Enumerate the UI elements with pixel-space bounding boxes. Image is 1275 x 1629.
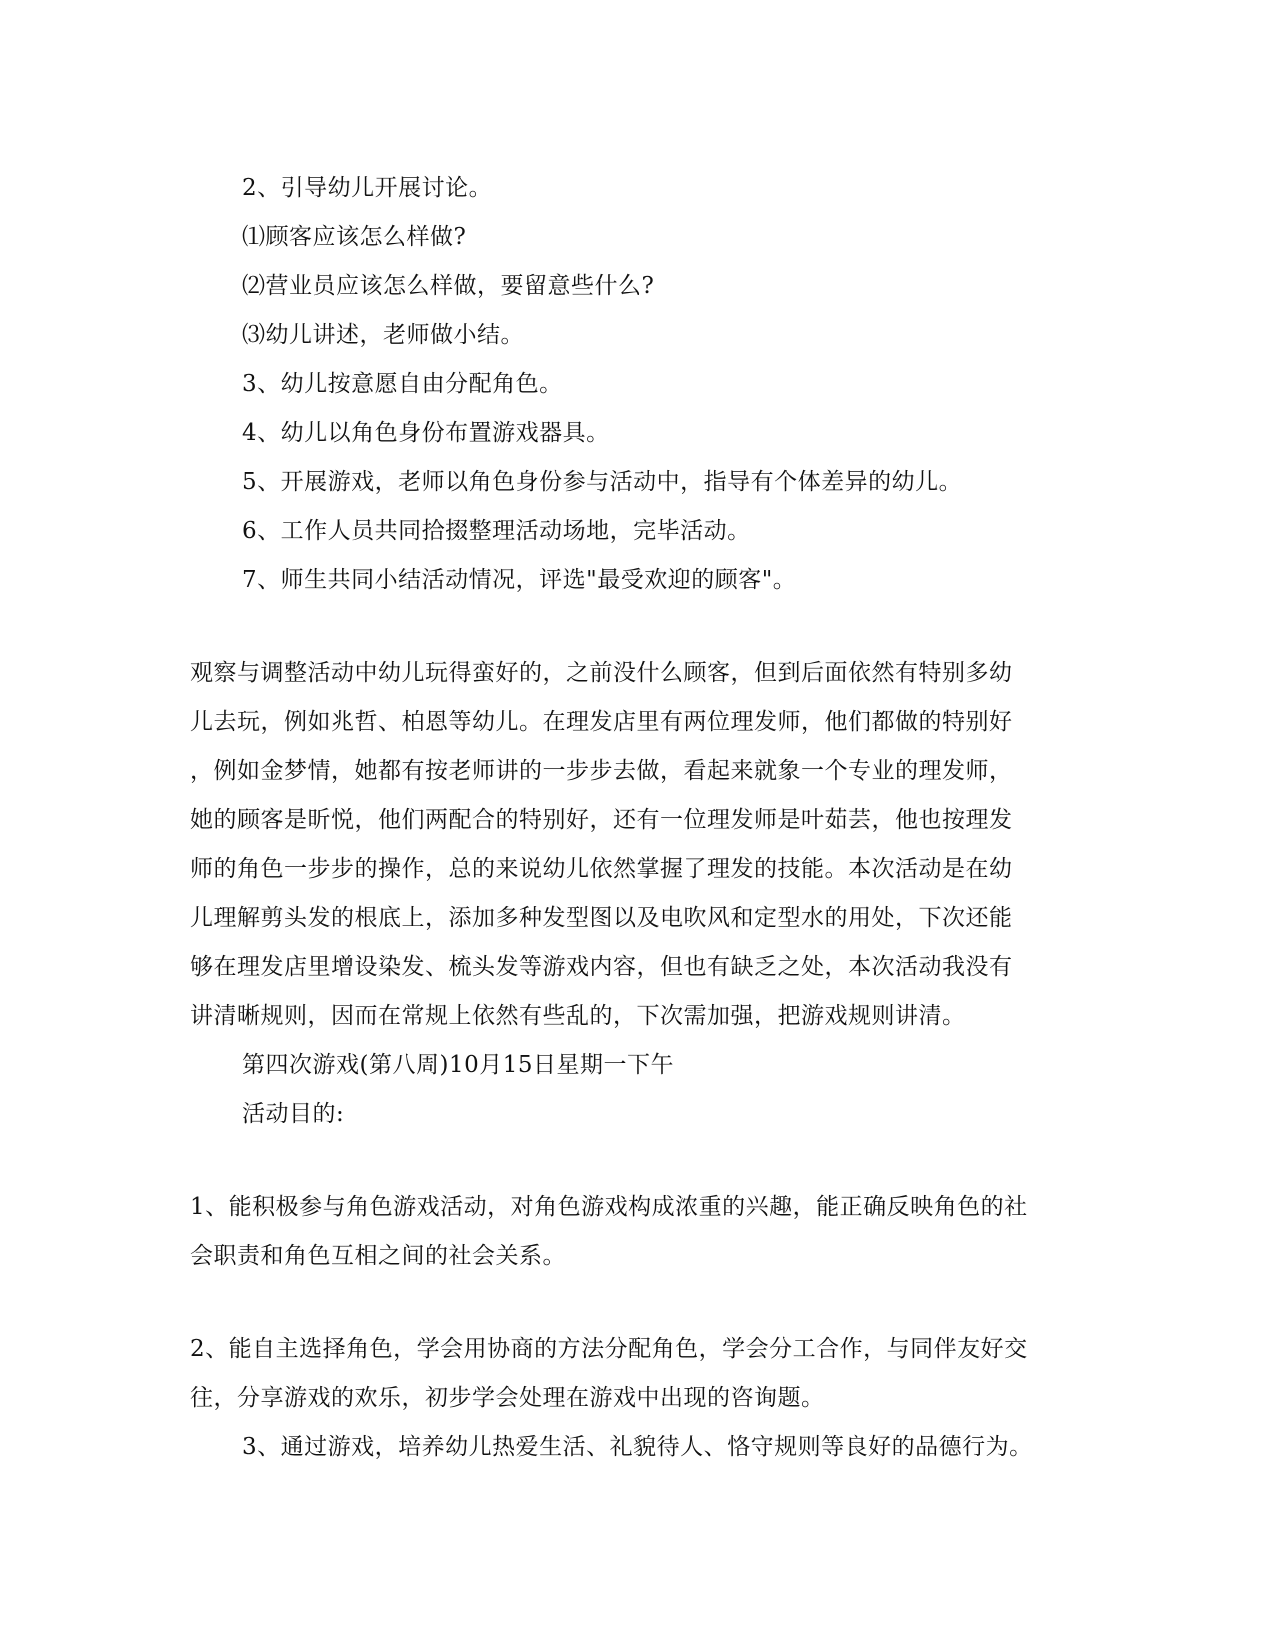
observation-line: 儿去玩，例如兆哲、柏恩等幼儿。在理发店里有两位理发师，他们都做的特别好 bbox=[190, 709, 1013, 735]
step-line: ⑶幼儿讲述，老师做小结。 bbox=[242, 322, 524, 348]
goal-line: 会职责和角色互相之间的社会关系。 bbox=[190, 1243, 566, 1269]
paragraph-gap bbox=[190, 605, 1090, 649]
document-body bbox=[190, 164, 1090, 1472]
goal-line: 往，分享游戏的欢乐，初步学会处理在游戏中出现的咨询题。 bbox=[190, 1385, 825, 1411]
session-title: 第四次游戏(第八周)10月15日星期一下午 bbox=[242, 1052, 674, 1078]
goal-heading: 活动目的: bbox=[242, 1101, 345, 1127]
goal-line: 2、能自主选择角色，学会用协商的方法分配角色，学会分工合作，与同伴友好交 bbox=[190, 1336, 1028, 1362]
step-line: 3、幼儿按意愿自由分配角色。 bbox=[242, 371, 563, 397]
observation-line: 她的顾客是昕悦，他们两配合的特别好，还有一位理发师是叶茹芸，他也按理发 bbox=[190, 807, 1013, 833]
step-line: 2、引导幼儿开展讨论。 bbox=[242, 175, 493, 201]
observation-line: 师的角色一步步的操作，总的来说幼儿依然掌握了理发的技能。本次活动是在幼 bbox=[190, 856, 1013, 882]
observation-line: 够在理发店里增设染发、梳头发等游戏内容，但也有缺乏之处，本次活动我没有 bbox=[190, 954, 1013, 980]
paragraph-gap bbox=[190, 1281, 1090, 1325]
observation-paragraph bbox=[190, 649, 1070, 1041]
goal-2 bbox=[190, 1325, 1070, 1423]
step-line: ⑴顾客应该怎么样做? bbox=[242, 224, 467, 250]
step-line: 7、师生共同小结活动情况，评选"最受欢迎的顾客"。 bbox=[242, 567, 797, 593]
goal-line: 1、能积极参与角色游戏活动，对角色游戏构成浓重的兴趣，能正确反映角色的社 bbox=[190, 1194, 1028, 1220]
observation-line: ，例如金梦情，她都有按老师讲的一步步去做，看起来就象一个专业的理发师， bbox=[190, 758, 1013, 784]
goal-1 bbox=[190, 1183, 1070, 1281]
step-line: 5、开展游戏，老师以角色身份参与活动中，指导有个体差异的幼儿。 bbox=[242, 469, 963, 495]
step-line: ⑵营业员应该怎么样做，要留意些什么? bbox=[242, 273, 655, 299]
goal-3: 3、通过游戏，培养幼儿热爱生活、礼貌待人、恪守规则等良好的品德行为。 bbox=[242, 1434, 1033, 1460]
observation-line: 讲清晰规则，因而在常规上依然有些乱的，下次需加强，把游戏规则讲清。 bbox=[190, 1003, 966, 1029]
activity-steps bbox=[190, 164, 1090, 605]
step-line: 4、幼儿以角色身份布置游戏器具。 bbox=[242, 420, 610, 446]
observation-line: 观察与调整活动中幼儿玩得蛮好的，之前没什么顾客，但到后面依然有特别多幼 bbox=[190, 660, 1013, 686]
observation-line: 儿理解剪头发的根底上，添加多种发型图以及电吹风和定型水的用处，下次还能 bbox=[190, 905, 1013, 931]
paragraph-gap bbox=[190, 1139, 1090, 1183]
step-line: 6、工作人员共同拾掇整理活动场地，完毕活动。 bbox=[242, 518, 751, 544]
